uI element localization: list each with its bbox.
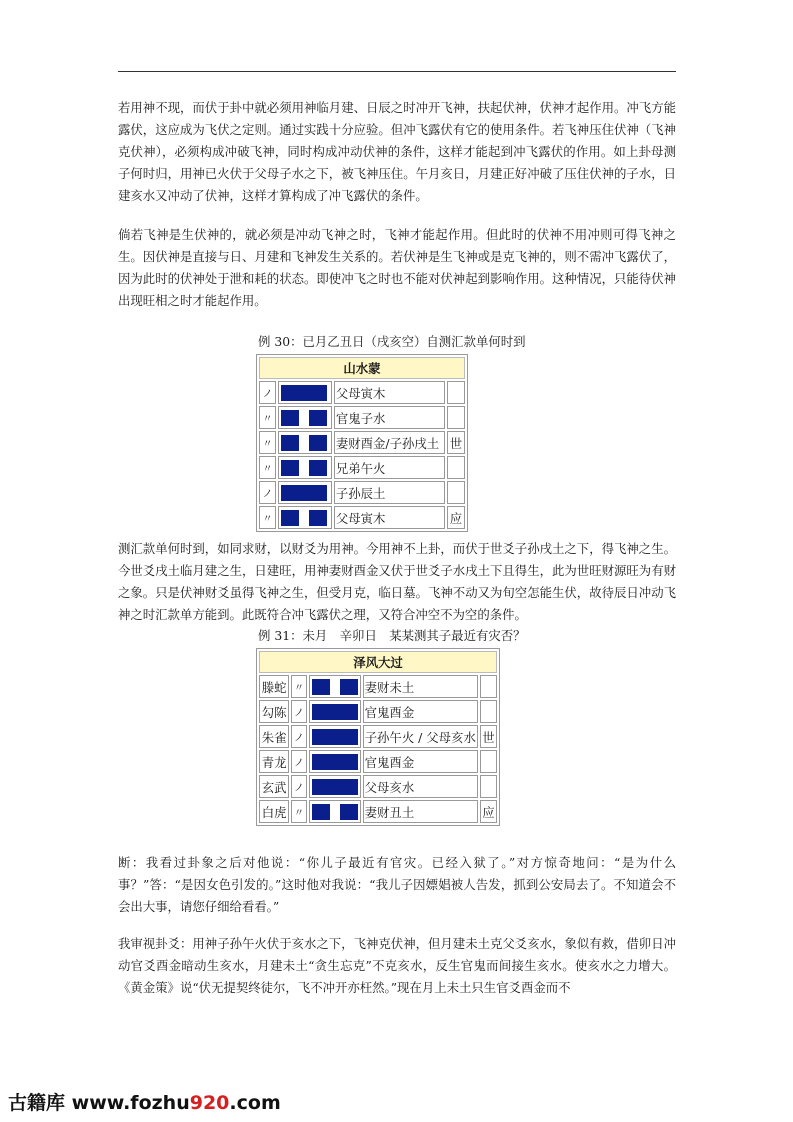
shi-ying-marker: 应 [480, 800, 497, 823]
shi-ying-marker: 应 [447, 506, 465, 529]
hexagram-row [259, 800, 497, 823]
site-url-part: www.fozhu [71, 1092, 190, 1114]
line-mark: ノ [291, 750, 306, 773]
yang-line [309, 725, 361, 748]
line-label: 妻财未土 [363, 675, 478, 698]
hexagram-row [259, 431, 465, 454]
yang-line [309, 750, 361, 773]
yin-line [278, 506, 332, 529]
line-mark: 〃 [291, 800, 306, 823]
hexagram-row [259, 750, 497, 773]
site-url-suffix: .com [229, 1092, 281, 1114]
paragraph-3: 测汇款单何时到，如同求财，以财爻为用神。今用神不上卦，而伏于世爻子孙戌土之下，得飞神之生。今世爻戌土临月建之生，日建旺，用神妻财酉金又伏于世爻子水戌土下且得生，此为世旺财源旺为有财之象。只是伏神财爻虽得飞神之生，但受月克，临日墓。飞神不动又为旬空怎能生伏，故待辰日冲动飞神之时汇款单方能到。此既符合冲飞露伏之理，又符合冲空不为空的条件。 [118, 541, 676, 622]
line-mark: ノ [291, 700, 306, 723]
site-url-number: 920 [189, 1092, 230, 1114]
six-spirit-label: 勾陈 [259, 700, 289, 723]
shi-ying-marker [480, 700, 497, 723]
shi-ying-marker [447, 406, 465, 429]
shi-ying-marker [447, 481, 465, 504]
line-label: 父母寅木 [334, 506, 445, 529]
header-rule [118, 71, 676, 72]
line-label: 官鬼子水 [334, 406, 445, 429]
line-mark: 〃 [259, 456, 276, 479]
line-label: 父母寅木 [334, 381, 445, 404]
line-label: 父母亥水 [363, 775, 478, 798]
shi-ying-marker: 世 [447, 431, 465, 454]
line-mark: 〃 [291, 675, 306, 698]
hexagram-row [259, 675, 497, 698]
hexagram-row [259, 456, 465, 479]
six-spirit-label: 玄武 [259, 775, 289, 798]
line-label: 子孙辰土 [334, 481, 445, 504]
shi-ying-marker [447, 456, 465, 479]
line-label: 子孙午火 / 父母亥水 [363, 725, 478, 748]
line-label: 官鬼酉金 [363, 750, 478, 773]
paragraph-5: 我审视卦爻：用神子孙午火伏于亥水之下，飞神克伏神，但月建未土克父爻亥水，象似有救，借卯日冲动官爻酉金暗动生亥水，月建未土“贪生忘克”不克亥水，反生官鬼而间接生亥水。使亥水之力增大。《黄金策》说“伏无提契终徒尔，飞不冲开亦枉然。”现在月上未土只生官爻酉金而不 [118, 936, 676, 995]
line-mark: 〃 [259, 406, 276, 429]
yin-line [278, 406, 332, 429]
hexagram-title: 山水蒙 [259, 357, 465, 379]
six-spirit-label: 朱雀 [259, 725, 289, 748]
line-mark: ノ [291, 725, 306, 748]
hexagram-row [259, 775, 497, 798]
yang-line [309, 700, 361, 723]
line-label: 兄弟午火 [334, 456, 445, 479]
shi-ying-marker [480, 775, 497, 798]
site-name: 古籍库 [8, 1092, 66, 1114]
yin-line [309, 800, 361, 823]
hexagram-row [259, 700, 497, 723]
shi-ying-marker [447, 381, 465, 404]
paragraph-1: 若用神不现，而伏于卦中就必须用神临月建、日辰之时冲开飞神，扶起伏神，伏神才起作用。冲飞方能露伏，这应成为飞伏之定则。通过实践十分应验。但冲飞露伏有它的使用条件。若飞神压住伏神（飞神克伏神），必须构成冲破飞神，同时构成冲动伏神的条件，这样才能起到冲飞露伏的作用。如上卦母测子何时归，用神已火伏于父母子水之下，被飞神压住。午月亥日，月建正好冲破了压住伏神的子水，日建亥水又冲动了伏神，这样才算构成了冲飞露伏的条件。 [118, 100, 676, 203]
line-mark: 〃 [259, 506, 276, 529]
line-label: 妻财丑土 [363, 800, 478, 823]
shi-ying-marker [480, 750, 497, 773]
yang-line [278, 381, 332, 404]
shi-ying-marker [480, 675, 497, 698]
line-mark: ノ [259, 381, 276, 404]
six-spirit-label: 滕蛇 [259, 675, 289, 698]
hexagram-row [259, 506, 465, 529]
line-label: 官鬼酉金 [363, 700, 478, 723]
example-31-caption: 例 31：未月 辛卯日 某某测其子最近有灾否？ [258, 628, 526, 643]
paragraph-2: 倘若飞神是生伏神的，就必须是冲动飞神之时，飞神才能起作用。但此时的伏神不用冲则可得飞神之生。因伏神是直接与日、月建和飞神发生关系的。若伏神是生飞神或是克飞神的，则不需冲飞露伏了，因为此时的伏神处于泄和耗的状态。即使冲飞之时也不能对伏神起到影响作用。这种情况，只能待伏神出现旺相之时才能起作用。 [118, 227, 676, 308]
line-label: 妻财酉金/子孙戌土 [334, 431, 445, 454]
hexagram-row [259, 481, 465, 504]
yang-line [309, 775, 361, 798]
line-mark: ノ [291, 775, 306, 798]
shi-ying-marker: 世 [480, 725, 497, 748]
hexagram-title: 泽风大过 [259, 651, 497, 673]
hexagram-table-31 [256, 648, 500, 826]
hexagram-row [259, 381, 465, 404]
yin-line [309, 675, 361, 698]
hexagram-table-30 [256, 354, 468, 532]
example-30-caption: 例 30：已月乙丑日（戌亥空）自测汇款单何时到 [258, 334, 526, 349]
yang-line [278, 481, 332, 504]
paragraph-4: 断：我看过卦象之后对他说：“你儿子最近有官灾。已经入狱了。”对方惊奇地问：“是为什么事？”答：“是因女色引发的。”这时他对我说：“我儿子因嫖娼被人告发，抓到公安局去了。不知道会不会出大事，请您仔细给看看。” [118, 855, 676, 914]
yin-line [278, 456, 332, 479]
six-spirit-label: 青龙 [259, 750, 289, 773]
site-watermark [8, 1088, 281, 1115]
six-spirit-label: 白虎 [259, 800, 289, 823]
hexagram-row [259, 725, 497, 748]
line-mark: 〃 [259, 431, 276, 454]
line-mark: ノ [259, 481, 276, 504]
hexagram-row [259, 406, 465, 429]
yin-line [278, 431, 332, 454]
